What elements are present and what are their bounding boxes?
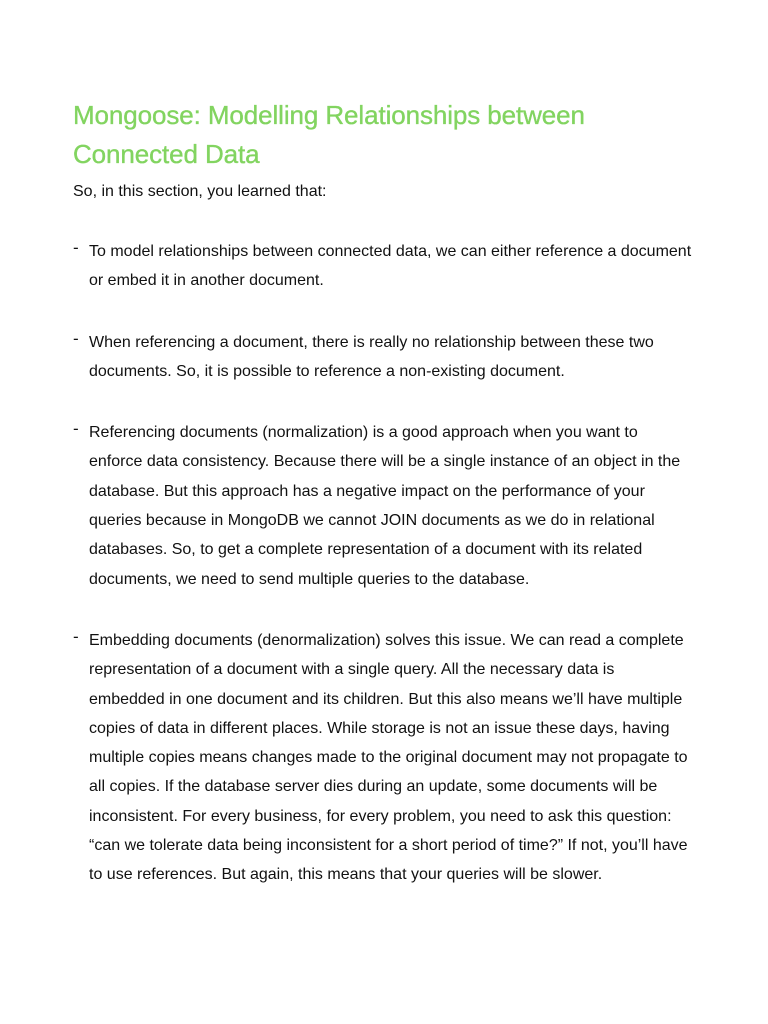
bullet-marker: - [73, 238, 79, 257]
list-item [73, 328, 693, 387]
bullet-marker: - [73, 419, 79, 439]
bullet-text: When referencing a document, there is really no relationship between these two documents. So, it is possible to reference a non-existing document. [89, 333, 654, 380]
bullet-text: Embedding documents (denormalization) solves this issue. We can read a complete representation of a document with a single query. All the necessary data is embedded in one document and its children. But this also means we’ll have multiple copies of data in different places. While storage is not an issue these days, having multiple copies means changes made to the original document may not propagate to all copies. If the database server dies during an update, some documents will be inconsistent. For every business, for every problem, you need to ask this question: “can we tolerate data being inconsistent for a short period of time?” If not, you’ll have to use references. But again, this means that your queries will be slower. [89, 631, 688, 884]
bullet-marker: - [73, 626, 79, 646]
bullet-text: Referencing documents (normalization) is a good approach when you want to enforce data consistency. Because there will be a single instance of an object in the database. But this approach has a negative impact on the performance of your queries because in MongoDB we cannot JOIN documents as we do in relational databases. So, to get a complete representation of a document with its related documents, we need to send multiple queries to the database. [89, 424, 681, 588]
page-title: Mongoose: Modelling Relationships between Connected Data [73, 100, 585, 169]
bullet-list [73, 237, 693, 922]
list-item [73, 237, 693, 296]
list-item [73, 626, 693, 890]
list-item [73, 418, 693, 594]
intro-text: So, in this section, you learned that: [73, 183, 327, 200]
bullet-marker: - [73, 328, 79, 348]
bullet-text: To model relationships between connected data, we can either reference a document or embed it in another document. [89, 243, 692, 290]
